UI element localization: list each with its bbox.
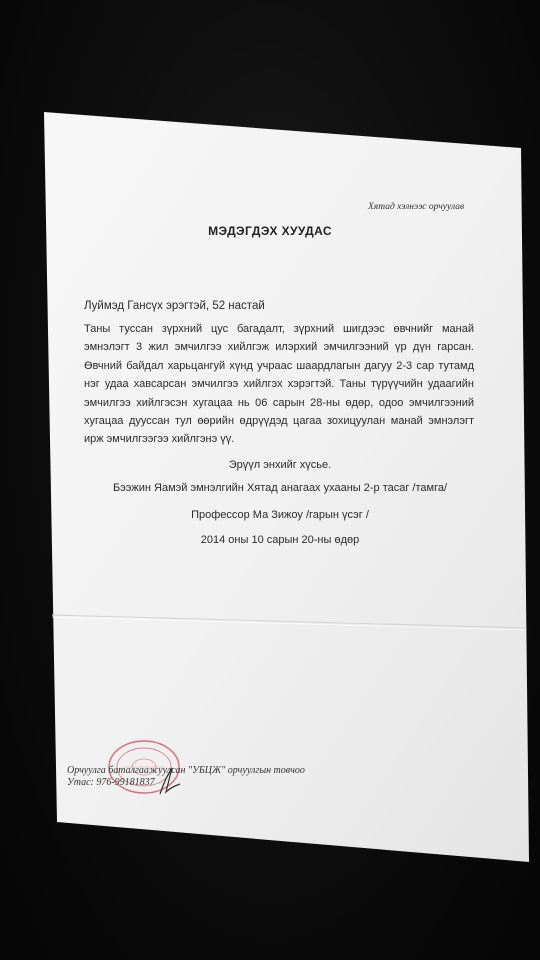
date-line: 2014 оны 10 сарын 20-ны өдөр [200,534,360,546]
signature-line: Профессор Ма Зижоу /гарын үсэг / [191,509,369,521]
translator-note: Хятад хэлнээс орчуулав [368,202,465,212]
closing-line: Эрүүл энхийг хүсье. [228,459,332,471]
document-title: МЭДЭГДЭХ ХУУДАС [208,224,332,238]
body-paragraph: Таны туссан зүрхний цус багадалт, зүрхний шигдээс өвчнийг манай эмнэлэгт 3 жил эмчилгээ хийлгэж илэрхий эмчилгээний үр дүн гарсан. Өвчний байдал харьцангуй хүнд учраас шаардлагын дагуу 2-3 сар тутамд нэг удаа хавсарсан эмчилгээ хийлгэх хэрэгтэй. Таны түрүүчийн удаагийн эмчилгээ хийлгэсэн хугацаа нь 06 сарын 28-ны өдөр, одоо эмчилгээний хугацаа дууссан тул өөрийн өдрүүдэд цагаа зохицуулан манай эмнэлэгт ирж эмчилгээгээ хийлгэнэ үү. [84,323,474,446]
phone-line: Утас: 976-99181837 [67,777,155,788]
hospital-line: Бээжин Яамэй эмнэлгийн Хятад анагаах ухааны 2-р тасаг /тамга/ [112,482,448,494]
translation-office-line: Орчуулга баталгаажуулсан "УБЦЖ" орчуулгын товчоо [67,765,305,776]
recipient-line: Луймэд Гансүх эрэгтэй, 52 настай [84,300,265,312]
